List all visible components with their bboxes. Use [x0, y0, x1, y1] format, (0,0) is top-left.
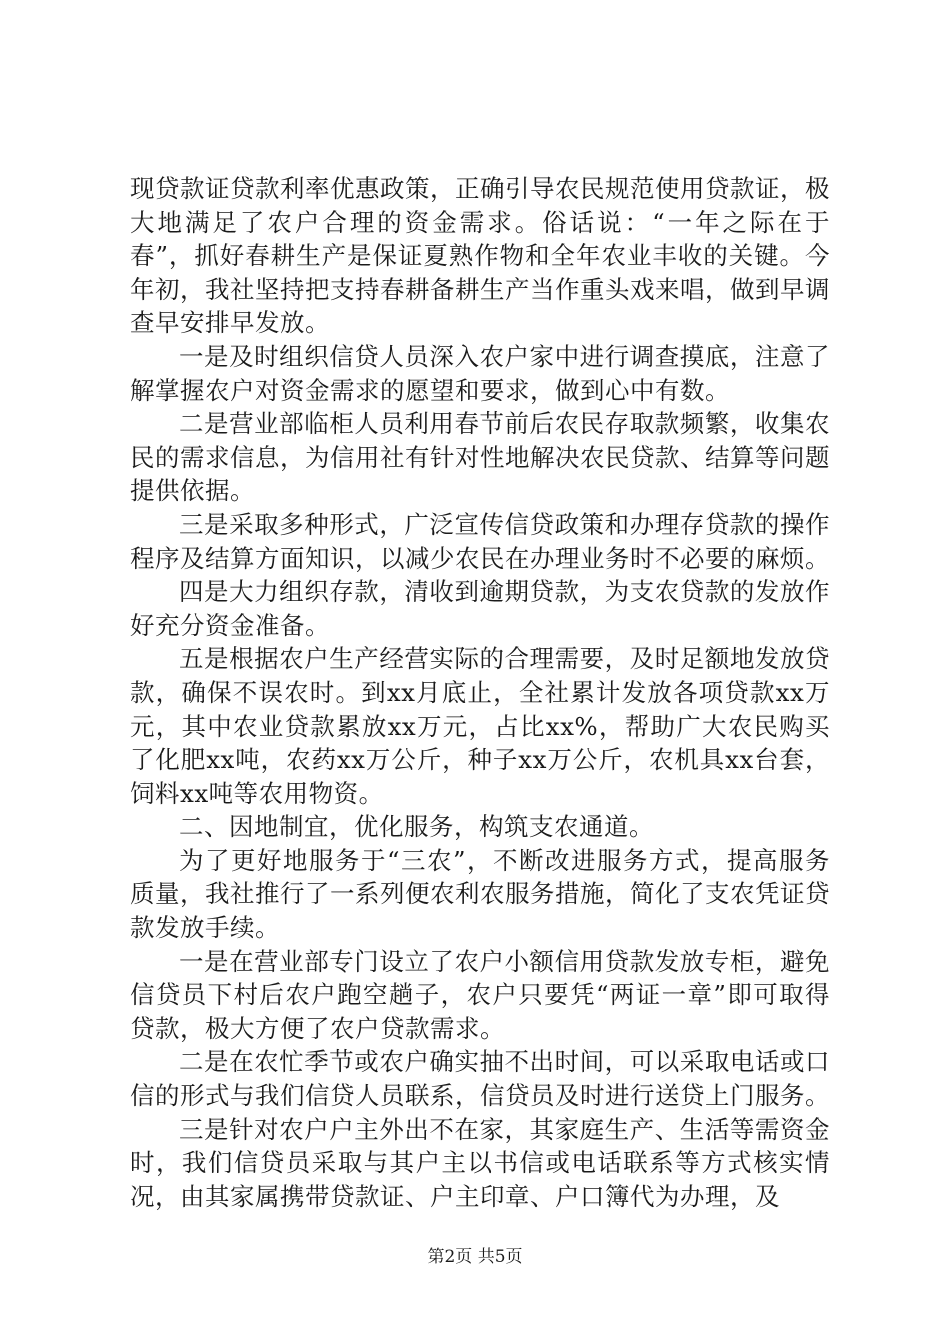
paragraph: 一是在营业部专门设立了农户小额信用贷款发放专柜，避免信贷员下村后农户跑空趟子，农户只要凭“两证一章”即可取得贷款，极大方便了农户贷款需求。 [130, 946, 830, 1043]
paragraph: 二是在农忙季节或农户确实抽不出时间，可以采取电话或口信的形式与我们信贷人员联系，信贷员及时进行送贷上门服务。 [130, 1047, 830, 1111]
section-heading: 二、因地制宜，优化服务，构筑支农通道。 [179, 812, 654, 842]
paragraph: 三是采取多种形式，广泛宣传信贷政策和办理存贷款的操作程序及结算方面知识，以减少农民在办理业务时不必要的麻烦。 [130, 509, 830, 573]
paragraph: 四是大力组织存款，清收到逾期贷款，为支农贷款的发放作好充分资金准备。 [130, 577, 830, 640]
paragraph: 二是营业部临柜人员利用春节前后农民存取款频繁，收集农民的需求信息，为信用社有针对性地解决农民贷款、结算等问题提供依据。 [130, 409, 830, 506]
paragraph: 五是根据农户生产经营实际的合理需要，及时足额地发放贷款，确保不误农时。到xx月底止，全社累计发放各项贷款xx万元，其中农业贷款累放xx万元，占比xx%，帮助广大农民购买了化肥xx吨，农药xx万公斤，种子xx万公斤，农机具xx台套，饲料xx吨等农用物资。 [130, 644, 830, 808]
paragraph: 为了更好地服务于“三农”，不断改进服务方式，提高服务质量，我社推行了一系列便农利农服务措施，简化了支农凭证贷款发放手续。 [130, 845, 830, 943]
paragraph: 三是针对农户户主外出不在家，其家庭生产、生活等需资金时，我们信贷员采取与其户主以书信或电话联系等方式核实情况，由其家属携带贷款证、户主印章、户口簿代为办理，及 [130, 1114, 830, 1211]
page-number-footer: 第2页 共5页 [427, 1247, 523, 1267]
paragraph: 一是及时组织信贷人员深入农户家中进行调查摸底，注意了解掌握农户对资金需求的愿望和要求，做到心中有数。 [130, 341, 830, 405]
document-body [130, 172, 830, 1213]
paragraph: 现贷款证贷款利率优惠政策，正确引导农民规范使用贷款证，极大地满足了农户合理的资金需求。俗话说：“一年之际在于春”，抓好春耕生产是保证夏熟作物和全年农业丰收的关键。今年初，我社坚持把支持春耕备耕生产当作重头戏来唱，做到早调查早安排早发放。 [130, 174, 830, 338]
